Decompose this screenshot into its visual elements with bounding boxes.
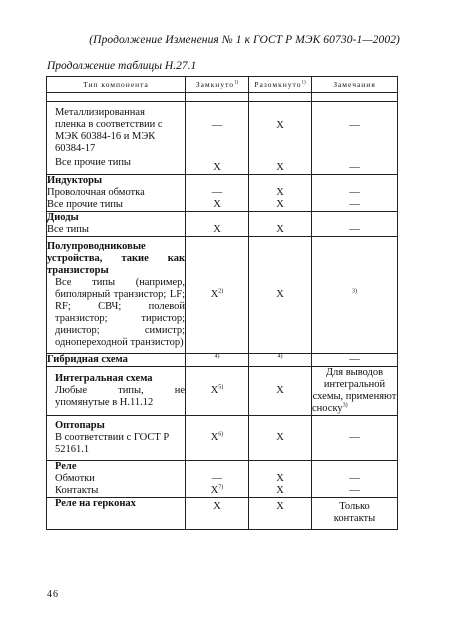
- cell-open-other: X: [276, 162, 284, 173]
- row-label-other-types: Все прочие типы: [47, 199, 123, 210]
- table-continuation-caption: Продолжение таблицы Н.27.1: [47, 60, 197, 72]
- section-title-hybrid: Гибридная схема: [47, 354, 128, 365]
- footnote-ref: 1): [301, 80, 306, 86]
- cell-open-coils: X: [276, 473, 284, 484]
- table-header-row: [47, 77, 398, 93]
- cell-closed-wire: —: [211, 187, 223, 198]
- row-label-coils: Обмотки: [55, 473, 95, 484]
- row-label-metal-film: Металлизированная пленка в соответствии с МЭК 60384-16 и МЭК 60384-17: [55, 107, 163, 154]
- section-title-relays: Реле: [55, 461, 77, 472]
- footnote-ref: 7): [218, 484, 224, 491]
- table-row-relays: [47, 461, 398, 498]
- table-row-optocouplers: [47, 416, 398, 461]
- cell-notes-diodes: —: [349, 224, 360, 235]
- table-row-hybrid: [47, 354, 398, 367]
- cell-closed-semi: X: [210, 289, 219, 300]
- cell-closed-opto: X: [210, 432, 219, 443]
- cell-closed-coils: —: [211, 473, 223, 484]
- col-header-type: Тип компонента: [47, 77, 186, 93]
- cell-open-reed: X: [276, 501, 284, 512]
- page-number: 46: [47, 589, 59, 600]
- table-row-inductors: [47, 175, 398, 212]
- cell-notes-hybrid: —: [349, 354, 360, 365]
- row-label-other-types: Все прочие типы: [55, 157, 131, 168]
- cell-notes-wire: —: [349, 187, 360, 198]
- footnote-ref: 5): [218, 384, 224, 391]
- spacer-row: [47, 93, 398, 102]
- table-row-reed-relays: [47, 498, 398, 530]
- cell-open-diodes: X: [276, 224, 284, 235]
- row-label-ic-types: Любые типы, не упомянутые в Н.11.12: [55, 385, 185, 408]
- section-title-diodes: Диоды: [47, 212, 79, 223]
- running-header: (Продолжение Изменения № 1 к ГОСТ Р МЭК 60730-1—2002): [89, 34, 400, 46]
- table-row-capacitors: [47, 102, 398, 175]
- cell-open-wire: X: [276, 187, 284, 198]
- table-row-integrated-circuit: [47, 367, 398, 416]
- section-title-reed-relays: Реле на герконах: [55, 498, 136, 509]
- cell-notes-other: —: [349, 199, 360, 210]
- row-label-all-types: Все типы: [47, 224, 89, 235]
- cell-notes-contacts: —: [349, 485, 360, 496]
- col-header-notes: Замечания: [312, 77, 398, 93]
- cell-open-contacts: X: [276, 485, 284, 496]
- cell-notes-opto: —: [349, 432, 360, 443]
- cell-closed-other: X: [213, 199, 221, 210]
- row-label-wire-wound: Проволочная обмотка: [47, 187, 145, 198]
- footnote-ref: 6): [218, 431, 224, 438]
- row-label-opto-standard: В соответствии с ГОСТ Р 52161.1: [55, 432, 170, 455]
- section-title-ic: Интегральная схема: [55, 373, 153, 384]
- table-row-diodes: [47, 212, 398, 237]
- footnote-ref: 1): [234, 80, 239, 86]
- cell-open-semi: X: [276, 289, 284, 300]
- row-label-contacts: Контакты: [55, 485, 99, 496]
- cell-notes-coils: —: [349, 473, 360, 484]
- cell-notes-reed: Только контакты: [333, 501, 376, 524]
- cell-closed-metal: —: [211, 120, 223, 131]
- cell-notes-other: —: [349, 162, 360, 173]
- footnote-ref: 2): [218, 288, 224, 295]
- cell-closed-diodes: X: [213, 224, 221, 235]
- cell-open-other: X: [276, 199, 284, 210]
- col-header-open: Разомкнуто$^{1)}$: [249, 77, 312, 93]
- cell-closed-reed: X: [213, 501, 221, 512]
- cell-open-ic: X: [276, 385, 284, 396]
- cell-closed-ic: X: [210, 385, 219, 396]
- cell-open-metal: X: [276, 120, 284, 131]
- components-table: [46, 76, 398, 530]
- section-title-semiconductors: Полупроводниковые устройства, такие как транзисторы: [47, 241, 185, 276]
- footnote-ref: 4): [214, 353, 220, 360]
- table-row-semiconductors: [47, 237, 398, 354]
- footnote-ref: 4): [277, 353, 283, 360]
- footnote-ref: 3): [352, 288, 357, 295]
- row-label-semiconductor-types: Все типы (например, биполярный транзистор; LF; RF; СВЧ; полевой транзистор; тиристор; динистор; симистр; однопереходной транзистор): [55, 277, 185, 348]
- section-title-optocouplers: Оптопары: [55, 420, 105, 431]
- cell-open-opto: X: [276, 432, 284, 443]
- footnote-ref: 3): [342, 402, 348, 409]
- cell-closed-contacts: X: [210, 485, 219, 496]
- cell-closed-other: X: [213, 162, 221, 173]
- cell-notes-ic: Для выводов интегральной схемы, применяют сноску: [312, 367, 397, 414]
- cell-notes-metal: —: [349, 120, 360, 131]
- section-title-inductors: Индукторы: [47, 175, 103, 186]
- col-header-closed: Замкнуто$^{1)}$: [186, 77, 249, 93]
